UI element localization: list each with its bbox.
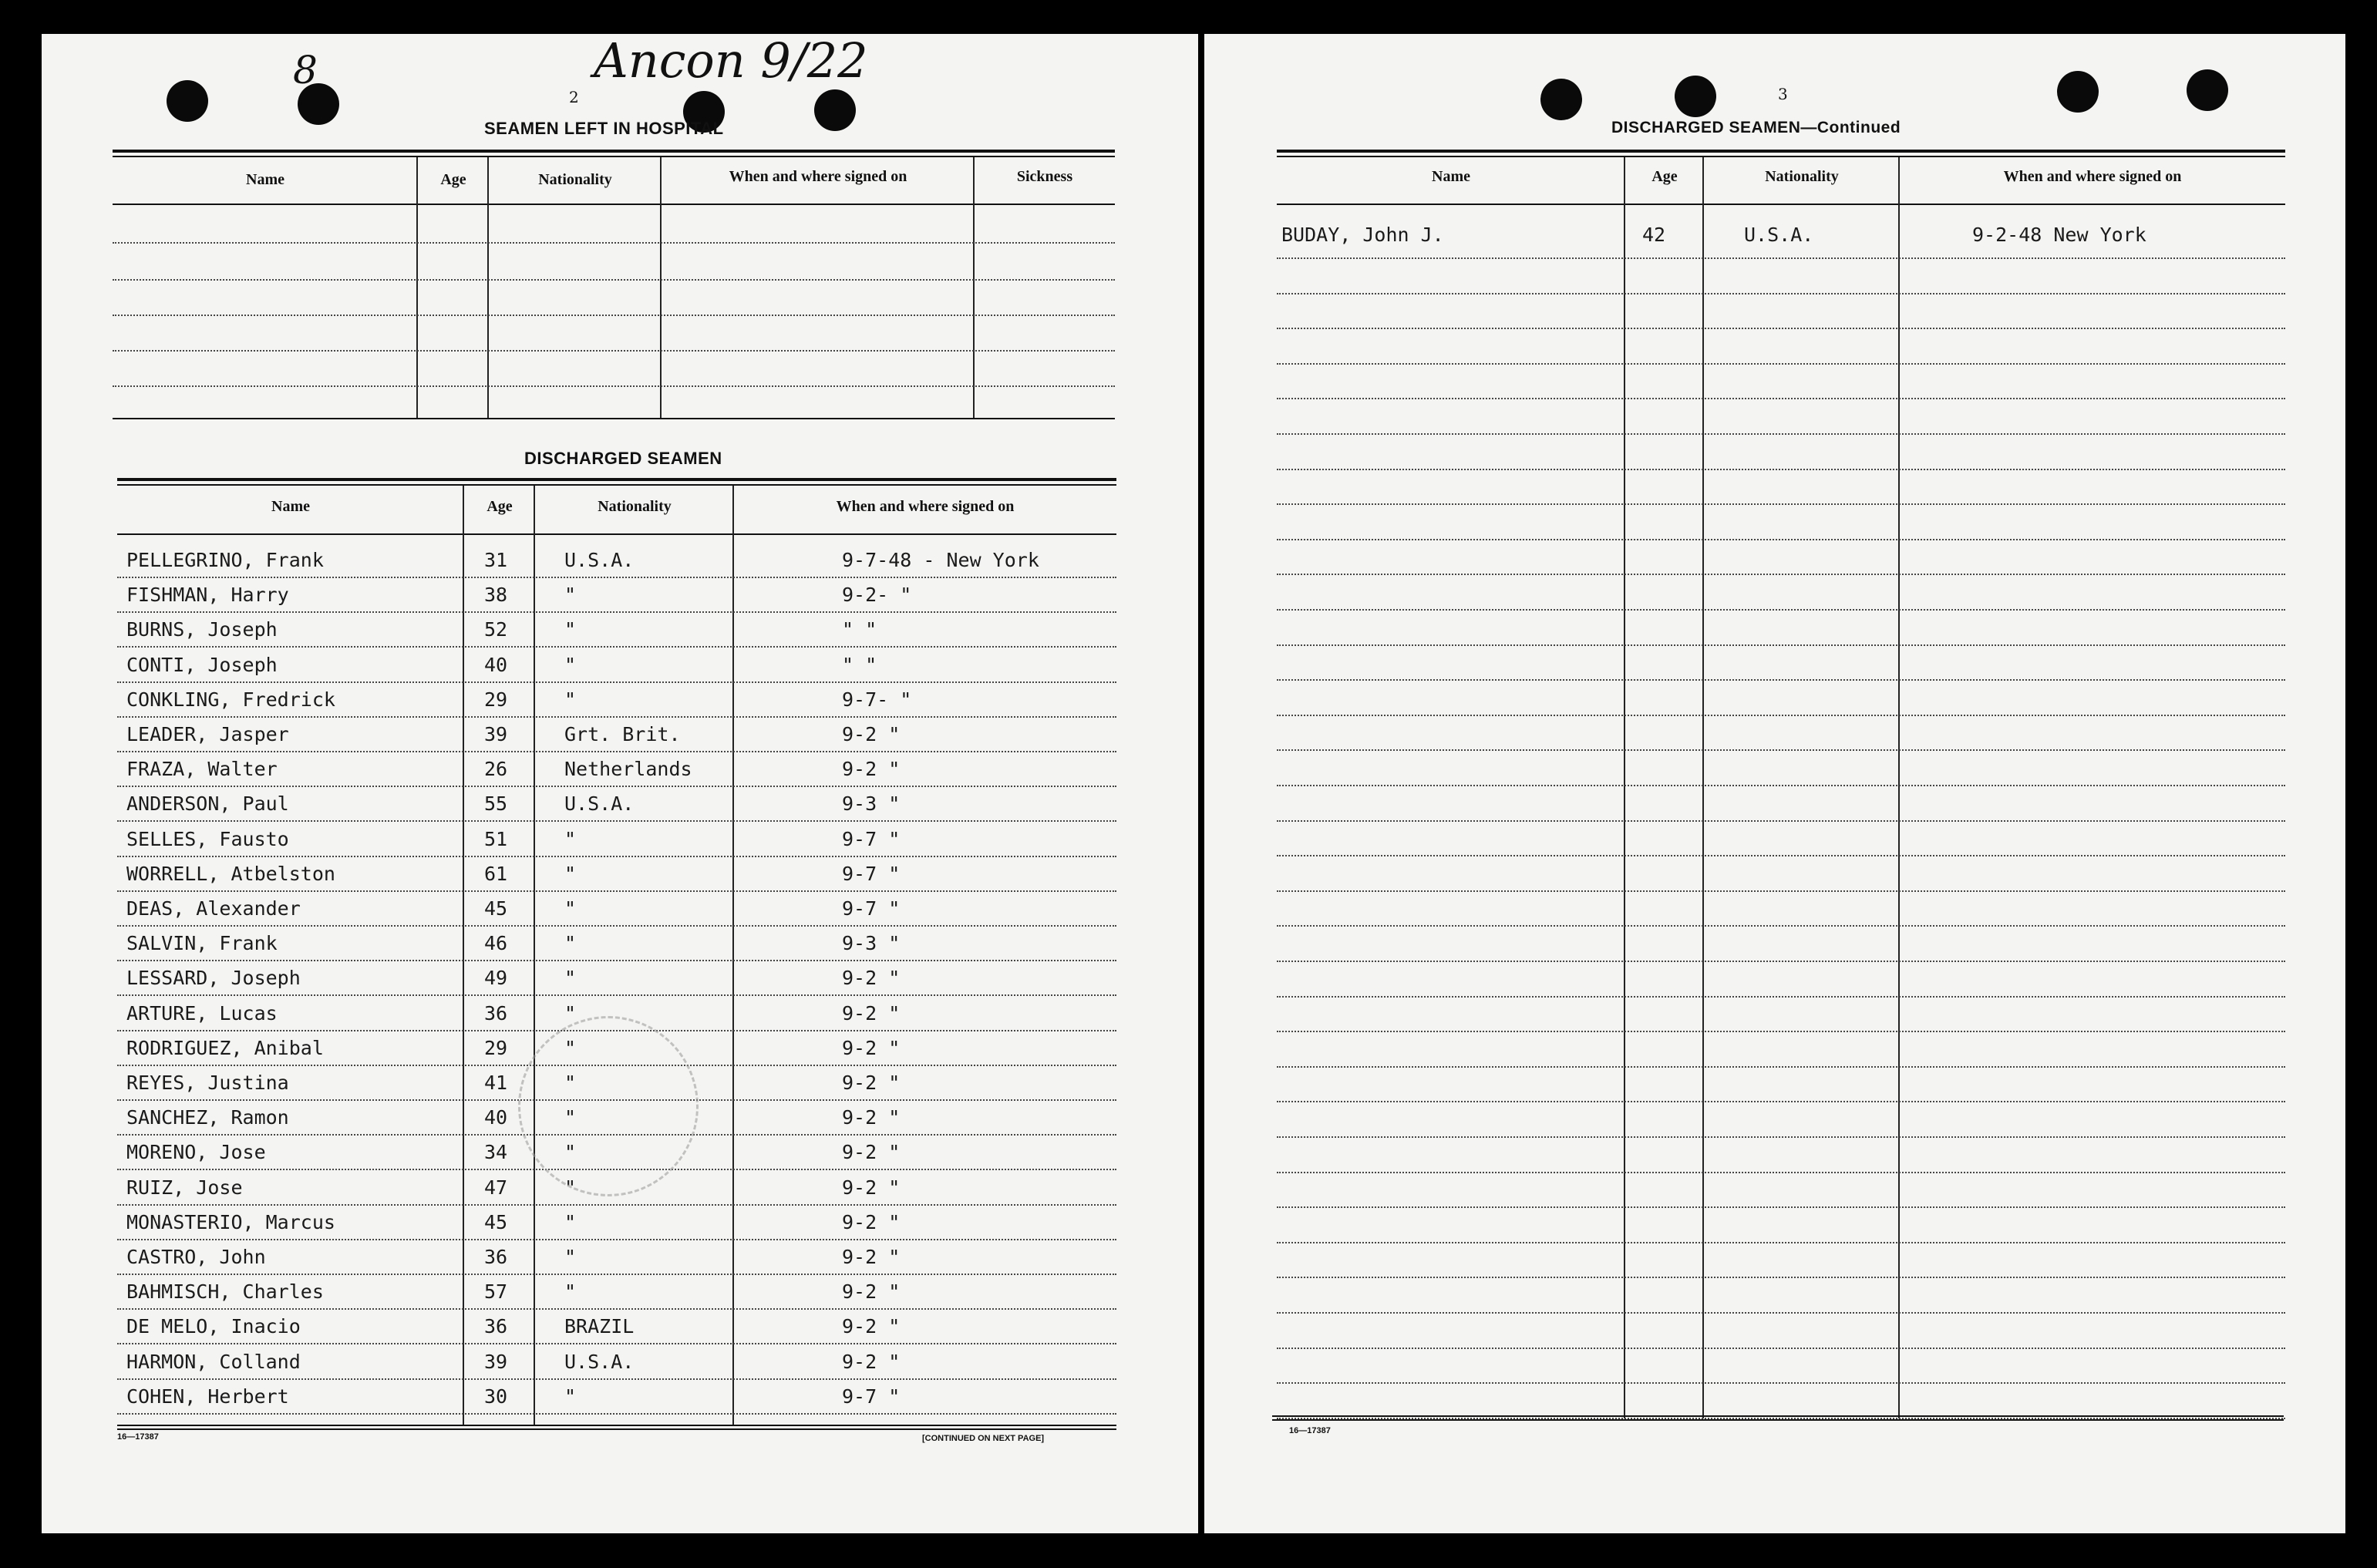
discharged-continued-title: DISCHARGED SEAMEN—Continued [1611, 119, 1901, 136]
handwritten-annotation: Ancon 9/22 [594, 32, 868, 89]
seaman-name: BUDAY, John J. [1281, 224, 1444, 246]
row-line [117, 1274, 1116, 1275]
seaman-name: HARMON, Colland [126, 1350, 301, 1373]
form-number: 16—17387 [1289, 1426, 1331, 1435]
row-line [1277, 574, 2285, 575]
seaman-age: 57 [484, 1280, 508, 1304]
seaman-signed-on: 9-2 " [842, 1036, 901, 1059]
punch-hole [167, 80, 208, 122]
row-line [1277, 363, 2285, 365]
seaman-age: 41 [484, 1072, 508, 1094]
seaman-age: 51 [484, 827, 508, 850]
column-divider [416, 157, 418, 419]
divider [117, 484, 1116, 486]
row-line [1277, 328, 2285, 329]
row-line [1277, 433, 2285, 435]
divider [1277, 150, 2285, 153]
seaman-age: 55 [484, 792, 508, 816]
seaman-name: BAHMISCH, Charles [126, 1280, 324, 1304]
seaman-signed-on: 9-2- " [842, 584, 912, 607]
seaman-signed-on: 9-7 " [842, 862, 901, 885]
col-header-nationality: Nationality [598, 498, 672, 515]
seaman-signed-on: 9-7 " [842, 1385, 901, 1408]
row-line [1277, 1206, 2285, 1208]
seaman-nationality: " [564, 932, 577, 955]
row-line [1277, 961, 2285, 962]
row-line [113, 279, 1115, 281]
seaman-name: BURNS, Joseph [126, 618, 278, 641]
seaman-age: 36 [484, 1246, 508, 1268]
row-line [117, 1204, 1116, 1206]
col-header-name: Name [246, 171, 284, 188]
column-divider [1624, 157, 1625, 1418]
seaman-age: 39 [484, 1350, 508, 1373]
row-line [117, 786, 1116, 787]
seaman-name: SELLES, Fausto [126, 827, 289, 850]
seaman-signed-on: 9-2 " [842, 1141, 901, 1164]
row-line [1277, 1382, 2285, 1384]
seaman-signed-on: 9-2 " [842, 1280, 901, 1304]
row-line [113, 242, 1115, 244]
punch-hole [2187, 69, 2228, 111]
row-line [1277, 890, 2285, 892]
seaman-nationality: " [564, 653, 577, 676]
seaman-signed-on: 9-7 " [842, 897, 901, 920]
seaman-nationality: " [564, 1072, 577, 1094]
seaman-signed-on: 9-2 " [842, 1210, 901, 1233]
seaman-signed-on: 9-3 " [842, 792, 901, 816]
seaman-nationality: U.S.A. [564, 549, 635, 571]
seaman-nationality: " [564, 1246, 577, 1268]
row-line [117, 646, 1116, 648]
row-line [1277, 1277, 2285, 1278]
seaman-nationality: Grt. Brit. [564, 723, 681, 745]
seaman-nationality: " [564, 1280, 577, 1304]
seaman-nationality: " [564, 897, 577, 920]
seaman-signed-on: 9-2 " [842, 723, 901, 745]
page-number: 2 [569, 88, 579, 106]
seaman-signed-on: " " [842, 653, 877, 676]
seaman-signed-on: 9-3 " [842, 932, 901, 955]
seaman-age: 34 [484, 1141, 508, 1164]
col-header-nationality: Nationality [1765, 168, 1839, 185]
seaman-nationality: " [564, 1210, 577, 1233]
seaman-age: 52 [484, 618, 508, 641]
seaman-name: REYES, Justina [126, 1072, 289, 1094]
seaman-age: 49 [484, 967, 508, 990]
col-header-name: Name [271, 498, 310, 515]
seaman-name: DE MELO, Inacio [126, 1315, 301, 1338]
seaman-name: LEADER, Jasper [126, 723, 289, 745]
column-divider [534, 486, 535, 1425]
seaman-signed-on: 9-2 " [842, 967, 901, 990]
seaman-age: 46 [484, 932, 508, 955]
row-line [113, 385, 1115, 387]
column-divider [487, 157, 489, 419]
row-line [1277, 1172, 2285, 1173]
seaman-signed-on: 9-2 " [842, 1315, 901, 1338]
seaman-nationality: U.S.A. [564, 1350, 635, 1373]
seaman-name: SALVIN, Frank [126, 932, 278, 955]
seaman-signed-on: 9-2 " [842, 1106, 901, 1129]
divider [113, 150, 1115, 153]
row-line [117, 820, 1116, 822]
row-line [1277, 855, 2285, 856]
divider [113, 204, 1115, 205]
row-line [117, 890, 1116, 892]
seaman-signed-on: 9-2-48 New York [1972, 224, 2146, 246]
divider [117, 1428, 1116, 1430]
seaman-nationality: Netherlands [564, 758, 692, 781]
seaman-nationality: " [564, 967, 577, 990]
row-line [1277, 925, 2285, 927]
punch-hole [1540, 79, 1582, 120]
row-line [1277, 1136, 2285, 1138]
column-divider [660, 157, 662, 419]
column-divider [973, 157, 975, 419]
row-line [1277, 644, 2285, 646]
seaman-age: 26 [484, 758, 508, 781]
row-line [117, 716, 1116, 718]
divider [113, 156, 1115, 157]
seaman-name: MONASTERIO, Marcus [126, 1210, 335, 1233]
seaman-name: RUIZ, Jose [126, 1176, 243, 1199]
seaman-signed-on: 9-2 " [842, 758, 901, 781]
seaman-nationality: " [564, 1036, 577, 1059]
divider [117, 533, 1116, 535]
seaman-name: PELLEGRINO, Frank [126, 549, 324, 571]
row-line [1277, 1312, 2285, 1314]
form-number: 16—17387 [117, 1432, 159, 1442]
seaman-signed-on: " " [842, 618, 877, 641]
row-line [1277, 715, 2285, 716]
seaman-name: CONTI, Joseph [126, 653, 278, 676]
seaman-nationality: " [564, 1176, 577, 1199]
row-line [1277, 1031, 2285, 1032]
row-line [1277, 609, 2285, 611]
seaman-name: SANCHEZ, Ramon [126, 1106, 289, 1129]
hospital-title: SEAMEN LEFT IN HOSPITAL [484, 119, 724, 138]
row-line [113, 315, 1115, 316]
seaman-age: 40 [484, 1106, 508, 1129]
seaman-nationality: " [564, 1001, 577, 1025]
handwritten-number: 8 [293, 48, 318, 93]
seaman-nationality: " [564, 688, 577, 711]
row-line [117, 856, 1116, 857]
seaman-name: ANDERSON, Paul [126, 792, 289, 816]
seaman-signed-on: 9-2 " [842, 1176, 901, 1199]
column-divider [1702, 157, 1704, 1418]
row-line [1277, 1066, 2285, 1068]
row-line [1277, 469, 2285, 470]
seaman-age: 45 [484, 1210, 508, 1233]
col-header-age: Age [487, 498, 513, 515]
seaman-age: 36 [484, 1001, 508, 1025]
seaman-name: COHEN, Herbert [126, 1385, 289, 1408]
col-header-sickness: Sickness [1016, 168, 1073, 185]
seaman-nationality: " [564, 584, 577, 607]
col-header-signed-on: When and where signed on [729, 168, 907, 185]
row-line [117, 751, 1116, 752]
seaman-nationality: " [564, 827, 577, 850]
row-line [117, 925, 1116, 927]
seaman-nationality: " [564, 618, 577, 641]
seaman-nationality: " [564, 1106, 577, 1129]
seaman-name: LESSARD, Joseph [126, 967, 301, 990]
divider [1272, 1415, 2284, 1417]
row-line [117, 681, 1116, 683]
row-line [1277, 679, 2285, 681]
col-header-age: Age [440, 171, 466, 188]
page-number: 3 [1778, 85, 1788, 103]
seaman-nationality: " [564, 862, 577, 885]
seaman-signed-on: 9-7- " [842, 688, 912, 711]
row-line [117, 577, 1116, 578]
discharged-title: DISCHARGED SEAMEN [524, 449, 722, 468]
row-line [1277, 539, 2285, 540]
seaman-age: 45 [484, 897, 508, 920]
row-line [117, 994, 1116, 996]
row-line [1277, 1348, 2285, 1349]
seaman-name: RODRIGUEZ, Anibal [126, 1036, 324, 1059]
row-line [117, 960, 1116, 961]
row-line [117, 611, 1116, 613]
row-line [1277, 996, 2285, 998]
seaman-age: 61 [484, 862, 508, 885]
seaman-name: ARTURE, Lucas [126, 1001, 278, 1025]
faded-stamp [518, 1016, 699, 1196]
seaman-age: 36 [484, 1315, 508, 1338]
row-line [1277, 749, 2285, 751]
punch-hole [1675, 76, 1716, 117]
seaman-nationality: U.S.A. [564, 792, 635, 816]
seaman-name: FISHMAN, Harry [126, 584, 289, 607]
col-header-name: Name [1432, 168, 1470, 185]
row-line [1277, 1101, 2285, 1102]
column-divider [1898, 157, 1900, 1418]
row-line [113, 350, 1115, 352]
row-line [117, 1343, 1116, 1344]
divider [1277, 156, 2285, 157]
divider [113, 418, 1115, 419]
seaman-name: DEAS, Alexander [126, 897, 301, 920]
row-line [1277, 503, 2285, 505]
punch-hole [814, 89, 856, 131]
seaman-name: WORRELL, Atbelston [126, 862, 335, 885]
seaman-age: 40 [484, 653, 508, 676]
seaman-nationality: U.S.A. [1744, 224, 1814, 246]
col-header-signed-on: When and where signed on [836, 498, 1015, 515]
seaman-signed-on: 9-2 " [842, 1350, 901, 1373]
seaman-signed-on: 9-2 " [842, 1246, 901, 1268]
seaman-nationality: BRAZIL [564, 1315, 635, 1338]
row-line [117, 1308, 1116, 1310]
row-line [1277, 293, 2285, 294]
seaman-age: 30 [484, 1385, 508, 1408]
row-line [1277, 820, 2285, 822]
row-line [1277, 785, 2285, 786]
seaman-name: MORENO, Jose [126, 1141, 266, 1164]
seaman-age: 39 [484, 723, 508, 745]
divider [1272, 1419, 2284, 1421]
row-line [1277, 257, 2285, 259]
row-line [117, 1413, 1116, 1415]
seaman-age: 31 [484, 549, 508, 571]
seaman-name: CONKLING, Fredrick [126, 688, 335, 711]
divider [1277, 204, 2285, 205]
seaman-age: 29 [484, 1036, 508, 1059]
seaman-name: CASTRO, John [126, 1246, 266, 1268]
seaman-name: FRAZA, Walter [126, 758, 278, 781]
seaman-signed-on: 9-2 " [842, 1072, 901, 1094]
column-divider [732, 486, 734, 1425]
seaman-age: 47 [484, 1176, 508, 1199]
column-divider [463, 486, 464, 1425]
seaman-age: 29 [484, 688, 508, 711]
seaman-nationality: " [564, 1385, 577, 1408]
col-header-age: Age [1651, 168, 1678, 185]
seaman-signed-on: 9-2 " [842, 1001, 901, 1025]
col-header-signed-on: When and where signed on [2003, 168, 2182, 185]
row-line [117, 1378, 1116, 1380]
seaman-signed-on: 9-7-48 - New York [842, 549, 1039, 571]
seaman-age: 42 [1642, 224, 1666, 246]
seaman-age: 38 [484, 584, 508, 607]
divider [117, 478, 1116, 481]
row-line [117, 1239, 1116, 1240]
row-line [1277, 1242, 2285, 1243]
col-header-nationality: Nationality [538, 171, 612, 188]
continued-note: [CONTINUED ON NEXT PAGE] [922, 1434, 1045, 1443]
row-line [1277, 398, 2285, 399]
seaman-signed-on: 9-7 " [842, 827, 901, 850]
seaman-nationality: " [564, 1141, 577, 1164]
divider [117, 1425, 1116, 1426]
punch-hole [2057, 71, 2099, 113]
